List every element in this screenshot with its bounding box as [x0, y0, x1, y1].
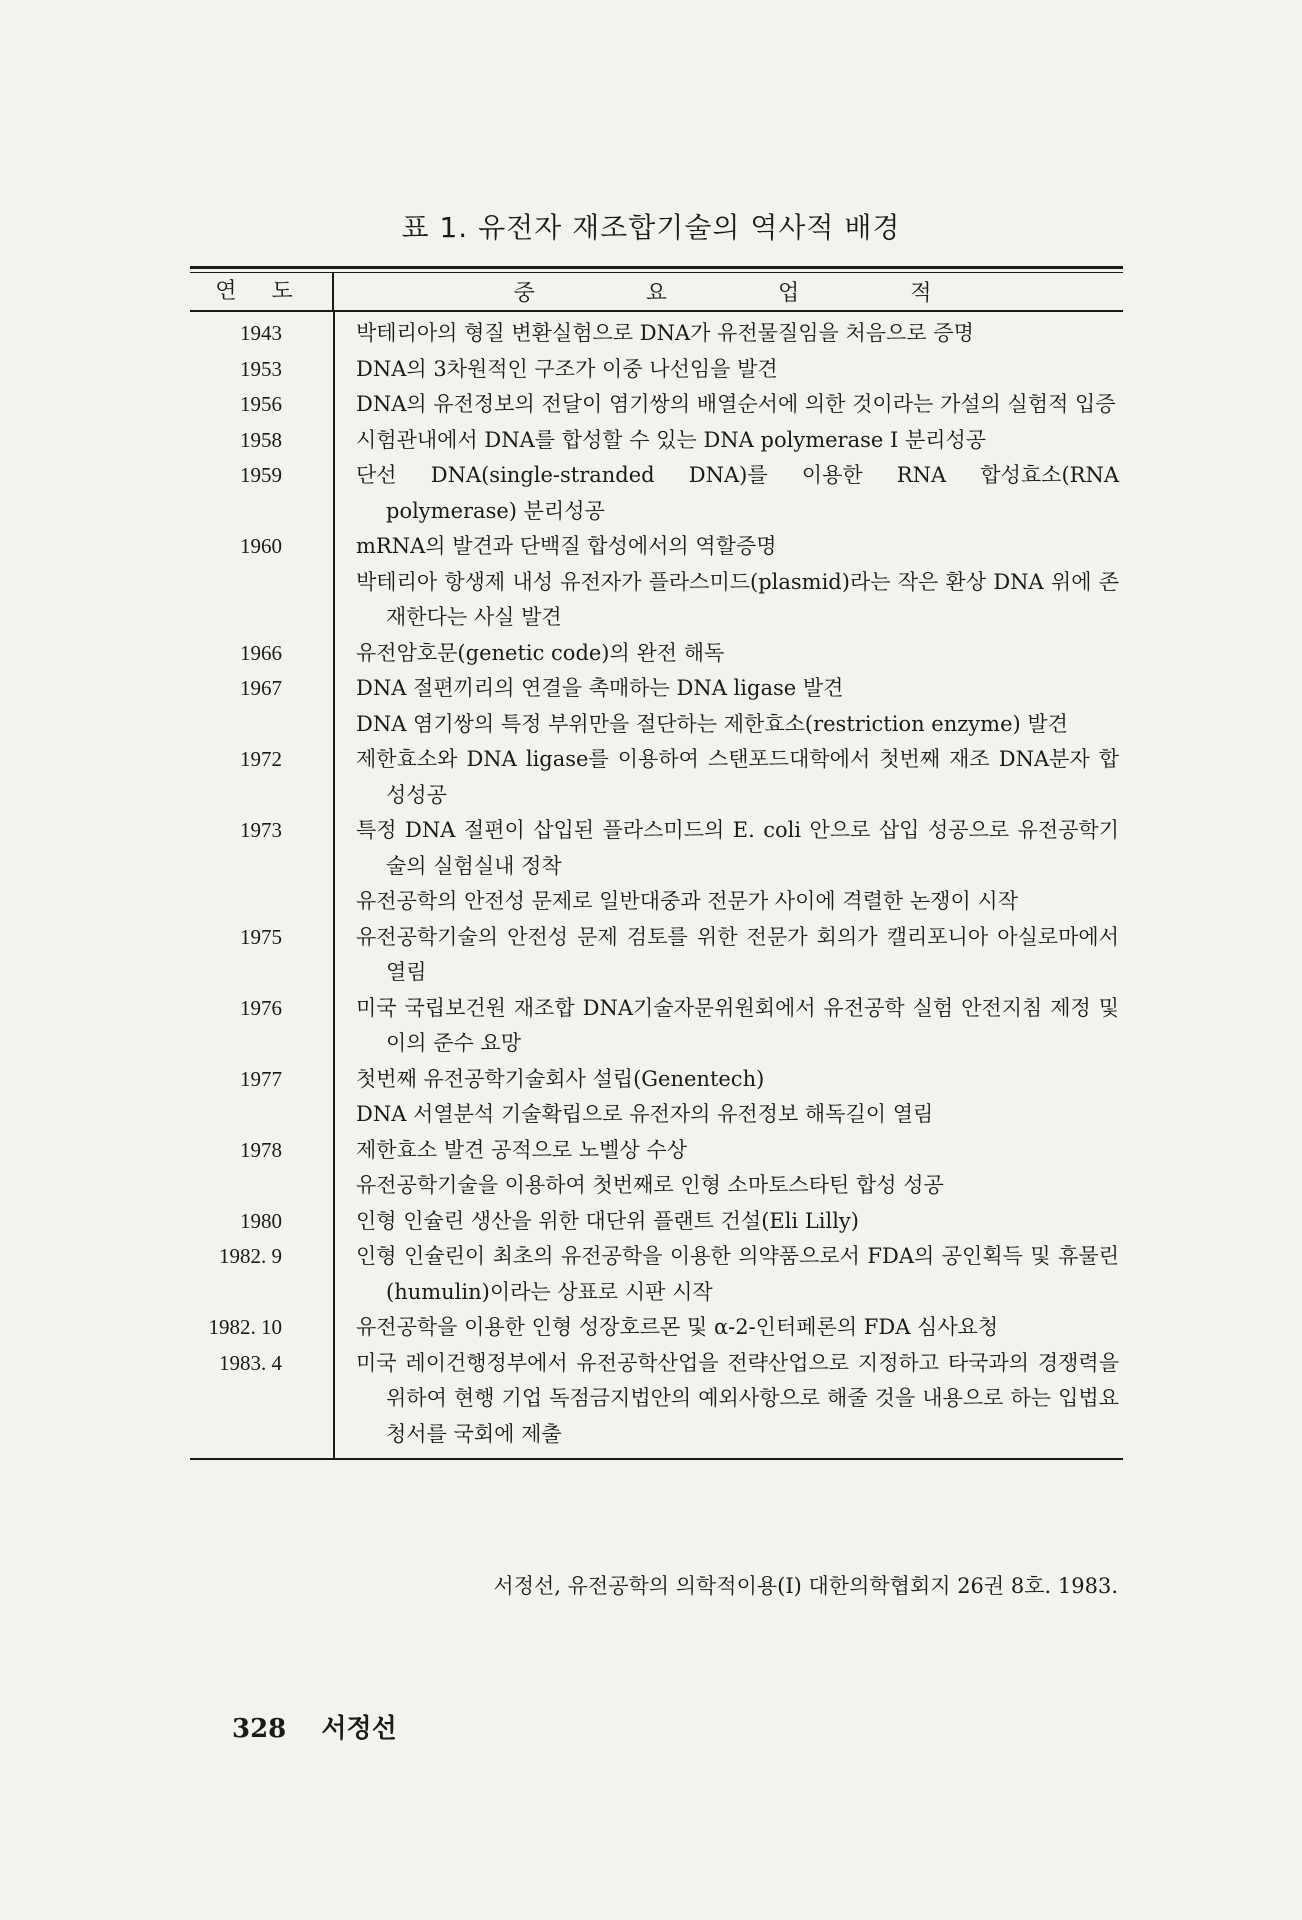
row-year — [190, 884, 334, 920]
table-row — [190, 387, 1123, 423]
row-year: 1973 — [240, 818, 282, 842]
row-year: 1953 — [240, 356, 282, 381]
table-row — [190, 1239, 1123, 1310]
row-year: 1983. 4 — [219, 1350, 282, 1375]
table-row — [190, 636, 1123, 672]
row-event: mRNA의 발견과 단백질 합성에서의 역할증명 — [356, 534, 777, 558]
row-event: 제한효소 발견 공적으로 노벨상 수상 — [356, 1137, 687, 1162]
table-row — [190, 1204, 1123, 1240]
header-event: 중 요 업 적 — [513, 281, 984, 306]
table-row — [190, 565, 1123, 636]
row-year: 1967 — [240, 676, 282, 700]
table-caption: 표 1. 유전자 재조합기술의 역사적 배경 — [401, 211, 901, 244]
row-year: 1975 — [240, 924, 282, 949]
row-event: 박테리아의 형질 변환실험으로 DNA가 유전물질임을 처음으로 증명 — [356, 321, 974, 345]
row-event: 시험관내에서 DNA를 합성할 수 있는 DNA polymerase Ⅰ 분리성공 — [356, 427, 987, 452]
table-row — [190, 813, 1123, 884]
table-row — [190, 1097, 1123, 1133]
history-table — [190, 266, 1123, 1460]
row-year: 1959 — [240, 463, 282, 487]
table-row — [190, 671, 1123, 707]
row-year — [190, 565, 334, 636]
table-row — [190, 920, 1123, 991]
table-row — [190, 1168, 1123, 1204]
table-row — [190, 742, 1123, 813]
row-year: 1958 — [240, 427, 282, 452]
table-row — [190, 884, 1123, 920]
page-number: 328 — [232, 1714, 287, 1744]
row-event: 제한효소와 DNA ligase를 이용하여 스탠포드대학에서 첫번째 재조 DNA분자 합성성공 — [356, 747, 1119, 807]
row-year: 1943 — [240, 321, 282, 345]
row-event: DNA의 3차원적인 구조가 이중 나선임을 발견 — [356, 356, 778, 381]
table-row — [190, 352, 1123, 388]
row-event: 인형 인슐린 생산을 위한 대단위 플랜트 건설(Eli Lilly) — [356, 1208, 859, 1233]
table-row — [190, 316, 1123, 352]
table-row — [190, 1062, 1123, 1098]
table-row — [190, 458, 1123, 529]
row-year: 1960 — [240, 534, 282, 558]
table-row — [190, 1346, 1123, 1453]
table-top-rule — [190, 266, 1123, 273]
row-event: DNA의 유전정보의 전달이 염기쌍의 배열순서에 의한 것이라는 가설의 실험적 입증 — [356, 392, 1116, 416]
table-body — [190, 312, 1123, 1460]
row-year: 1982. 10 — [208, 1315, 282, 1339]
row-year: 1972 — [240, 747, 282, 771]
row-event: DNA 염기쌍의 특정 부위만을 절단하는 제한효소(restriction enzyme) 발견 — [356, 711, 1068, 736]
row-year: 1956 — [240, 392, 282, 416]
row-event: 유전암호문(genetic code)의 완전 해독 — [356, 640, 725, 665]
row-event: 미국 국립보건원 재조합 DNA기술자문위원회에서 유전공학 실험 안전지침 제정 및 이의 준수 요망 — [356, 995, 1119, 1055]
row-year: 1976 — [240, 995, 282, 1020]
table-row — [190, 1310, 1123, 1346]
row-year — [190, 1168, 334, 1204]
row-event: 미국 레이건행정부에서 유전공학산업을 전략산업으로 지정하고 타국과의 경쟁력을 위하여 현행 기업 독점금지법안의 예외사항으로 해줄 것을 내용으로 하는 입법요청서를 국회에 제출 — [356, 1350, 1119, 1446]
running-author: 서정선 — [321, 1714, 397, 1744]
row-event: 단선 DNA(single-stranded DNA)를 이용한 RNA 합성효소(RNA polymerase) 분리성공 — [356, 463, 1119, 523]
table-row — [190, 529, 1123, 565]
row-year — [190, 707, 334, 743]
row-event: 인형 인슐린이 최초의 유전공학을 이용한 의약품으로서 FDA의 공인획득 및 휴물린(humulin)이라는 상표로 시판 시작 — [356, 1244, 1119, 1304]
table-row — [190, 1133, 1123, 1169]
source-footnote: 서정선, 유전공학의 의학적이용(Ⅰ) 대한의학협회지 26권 8호. 1983. — [493, 1574, 1118, 1598]
row-event: DNA 절편끼리의 연결을 촉매하는 DNA ligase 발견 — [356, 676, 844, 700]
row-year: 1966 — [240, 640, 282, 665]
row-event: 유전공학의 안전성 문제로 일반대중과 전문가 사이에 격렬한 논쟁이 시작 — [356, 889, 1018, 913]
row-event: 박테리아 항생제 내성 유전자가 플라스미드(plasmid)라는 작은 환상 DNA 위에 존재한다는 사실 발견 — [356, 569, 1119, 629]
page-footer — [232, 1708, 397, 1745]
row-year: 1982. 9 — [219, 1244, 282, 1268]
row-event: 특정 DNA 절편이 삽입된 플라스미드의 E. coli 안으로 삽입 성공으로 유전공학기술의 실험실내 정착 — [356, 818, 1119, 878]
table-row — [190, 707, 1123, 743]
row-event: DNA 서열분석 기술확립으로 유전자의 유전정보 해독길이 열림 — [356, 1102, 934, 1126]
row-event: 유전공학기술의 안전성 문제 검토를 위한 전문가 회의가 캘리포니아 아실로마에서 열림 — [356, 924, 1119, 984]
row-event: 첫번째 유전공학기술회사 설립(Genentech) — [356, 1066, 765, 1091]
table-row — [190, 991, 1123, 1062]
row-event: 유전공학기술을 이용하여 첫번째로 인형 소마토스타틴 합성 성공 — [356, 1173, 944, 1197]
header-year: 연 도 — [190, 273, 334, 310]
row-year: 1980 — [240, 1208, 282, 1233]
row-event: 유전공학을 이용한 인형 성장호르몬 및 α-2-인터페론의 FDA 심사요청 — [356, 1315, 999, 1339]
table-header — [190, 273, 1123, 312]
row-year: 1977 — [240, 1066, 282, 1091]
table-row — [190, 423, 1123, 459]
row-year — [190, 1097, 334, 1133]
row-year: 1978 — [240, 1137, 282, 1162]
